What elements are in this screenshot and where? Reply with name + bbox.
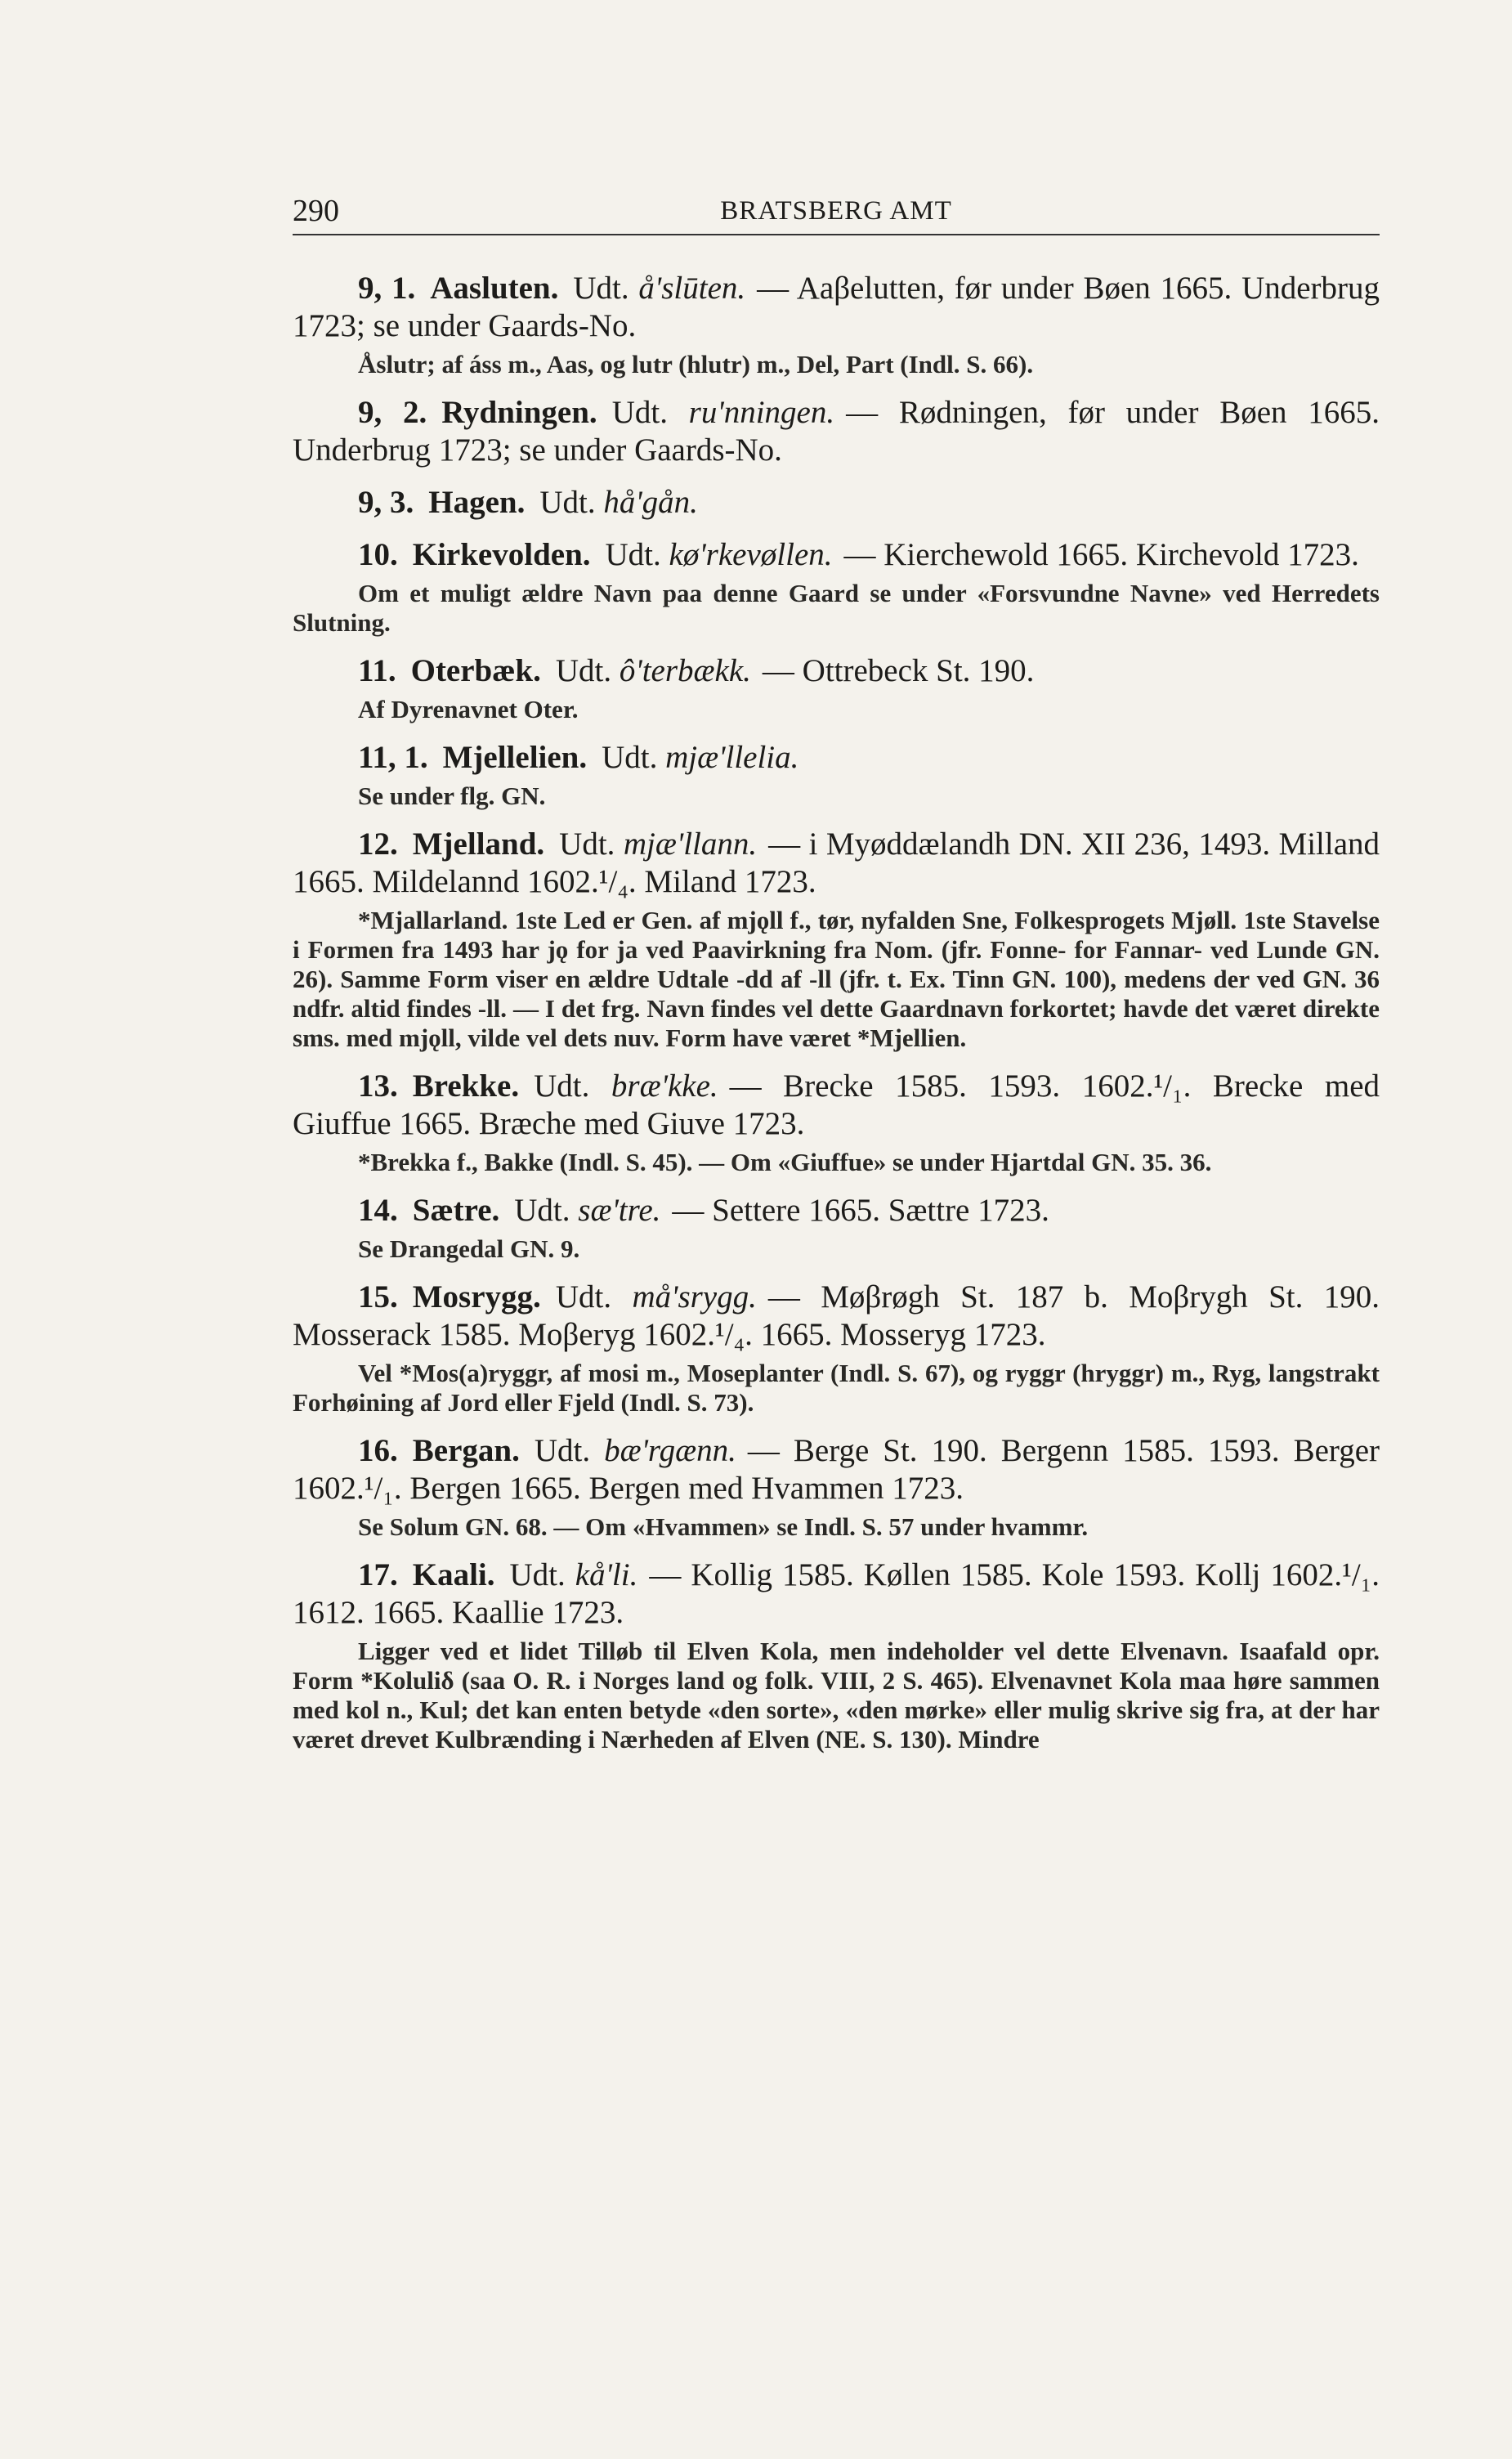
pronunciation: kå'li. [575,1557,638,1592]
historical-forms: — Rødningen, før under Bøen 1665. Underbrug 1723; se under Gaards-No. [293,395,1380,468]
entry-name: Aasluten. [430,271,559,306]
pronunciation: mjæ'llelia. [665,740,799,775]
entry [293,739,1380,811]
entry [293,536,1380,638]
page-header-title: BRATSBERG AMT [720,196,952,226]
entry [293,1432,1380,1542]
entry-number: 13. [358,1068,398,1104]
historical-forms: — Kollig 1585. Køllen 1585. Kole 1593. Kollj 1602.¹/₁. 1612. 1665. Kaallie 1723. [293,1557,1380,1630]
pronunciation: kø'rkevøllen. [669,537,833,572]
entry-note: Ligger ved et lidet Tilløb til Elven Kola, men indeholder vel dette Elvenavn. Isaafald opr. Form *Koluliδ (saa O. R. i Norges land og folk. VIII, 2 S. 465). Elvenavnet Kola maa høre sammen med kol n., Kul; det kan enten betyde «den sorte», «den mørke» eller mulig skrive sig fra, at der har været drevet Kulbrænding i Nærheden af Elven (NE. S. 130). Mindre [293,1637,1380,1754]
entry [293,1192,1380,1264]
entry-name: Brekke. [412,1068,520,1104]
pronunciation-label: Udt. [514,1193,570,1228]
entry [293,652,1380,724]
entry-name: Mosrygg. [412,1279,541,1315]
pronunciation-label: Udt. [509,1557,566,1592]
page-number: 290 [293,194,339,228]
pronunciation-label: Udt. [555,1279,612,1315]
entry-note: Om et muligt ældre Navn paa denne Gaard se under «Forsvundne Navne» ved Herredets Slutning. [293,579,1380,637]
entry-note: Vel *Mos(a)ryggr, af mosi m., Moseplanter (Indl. S. 67), og ryggr (hryggr) m., Ryg, langstrakt Forhøining af Jord eller Fjeld (Indl. S. 73). [293,1359,1380,1417]
running-head [293,193,1380,235]
historical-forms: — Aaβelutten, før under Bøen 1665. Underbrug 1723; se under Gaards-No. [293,271,1380,343]
pronunciation-label: Udt. [539,485,596,520]
entry-name: Kirkevolden. [412,537,591,572]
entry-number: 11. [358,653,396,688]
entry-number: 12. [358,826,398,862]
historical-forms: — Settere 1665. Sættre 1723. [672,1193,1049,1228]
entry-number: 9, 1. [358,271,416,306]
entry-name: Sætre. [412,1193,500,1228]
pronunciation-label: Udt. [611,395,668,430]
entry-number: 10. [358,537,398,572]
entry-number: 14. [358,1193,398,1228]
entry [293,1068,1380,1177]
entry-note: Åslutr; af áss m., Aas, og lutr (hlutr) m., Del, Part (Indl. S. 66). [358,350,1034,378]
entry-number: 17. [358,1557,398,1592]
entry [293,484,1380,522]
entry-note: Af Dyrenavnet Oter. [358,695,579,723]
entry-name: Oterbæk. [410,653,541,688]
pronunciation-label: Udt. [534,1068,590,1104]
entry-note: *Mjallarland. 1ste Led er Gen. af mjǫll f., tør, nyfalden Sne, Folkesprogets Mjøll. 1ste Stavelse i Formen fra 1493 har jǫ for ja ved Paavirkning fra Nom. (jfr. Fonne- for Fannar- ved Lunde GN. 26). Samme Form viser en ældre Udtale -dd af -ll (jfr. t. Ex. Tinn GN. 100), medens der ved GN. 36 ndfr. altid findes -ll. — I det frg. Navn findes vel dette Gaardnavn forkortet; havde det været direkte sms. med mjǫll, vilde vel dets nuv. Form have været *Mjellien. [293,906,1380,1052]
entry [293,1279,1380,1418]
entry-number: 15. [358,1279,398,1315]
pronunciation: må'srygg. [632,1279,757,1315]
entry-number: 9, 2. [358,395,427,430]
pronunciation: sæ'tre. [578,1193,661,1228]
entry-note: *Brekka f., Bakke (Indl. S. 45). — Om «Giuffue» se under Hjartdal GN. 35. 36. [358,1148,1212,1176]
pronunciation-label: Udt. [559,826,615,862]
pronunciation: ru'nningen. [688,395,835,430]
entry-name: Bergan. [412,1433,520,1468]
entry-number: 11, 1. [358,740,428,775]
entry [293,826,1380,1053]
entry-number: 9, 3. [358,485,414,520]
pronunciation: bæ'rgænn. [604,1433,736,1468]
pronunciation-label: Udt. [573,271,629,306]
entry-list [293,270,1380,1754]
pronunciation-label: Udt. [602,740,658,775]
entry-name: Mjellelien. [442,740,588,775]
historical-forms: — Møβrøgh St. 187 b. Moβrygh St. 190. Mosserack 1585. Moβeryg 1602.¹/₄. 1665. Mosseryg 1723. [293,1279,1380,1352]
historical-forms: — i Myøddælandh DN. XII 236, 1493. Milland 1665. Mildelannd 1602.¹/₄. Miland 1723. [293,826,1380,899]
historical-forms: — Berge St. 190. Bergenn 1585. 1593. Berger 1602.¹/₁. Bergen 1665. Bergen med Hvammen 1723. [293,1433,1380,1506]
entry-name: Rydningen. [441,395,597,430]
entry-name: Kaali. [412,1557,495,1592]
pronunciation: bræ'kke. [611,1068,718,1104]
entry-name: Hagen. [428,485,526,520]
entry [293,394,1380,469]
pronunciation: ô'terbækk. [619,653,751,688]
entry-note: Se Solum GN. 68. — Om «Hvammen» se Indl. S. 57 under hvammr. [358,1512,1089,1541]
entry-number: 16. [358,1433,398,1468]
entry-note: Se under flg. GN. [358,782,546,810]
pronunciation: hå'gån. [603,485,698,520]
entry [293,270,1380,379]
pronunciation-label: Udt. [605,537,661,572]
entry-note: Se Drangedal GN. 9. [358,1234,580,1263]
pronunciation: mjæ'llann. [623,826,758,862]
historical-forms: — Kierchewold 1665. Kirchevold 1723. [843,537,1359,572]
historical-forms: — Brecke 1585. 1593. 1602.¹/₁. Brecke med Giuffue 1665. Bræche med Giuve 1723. [293,1068,1380,1141]
entry-name: Mjelland. [412,826,545,862]
pronunciation-label: Udt. [534,1433,591,1468]
historical-forms: — Ottrebeck St. 190. [762,653,1035,688]
page-content [293,193,1380,1769]
pronunciation: å'slūten. [638,271,746,306]
pronunciation-label: Udt. [555,653,612,688]
entry [293,1556,1380,1754]
